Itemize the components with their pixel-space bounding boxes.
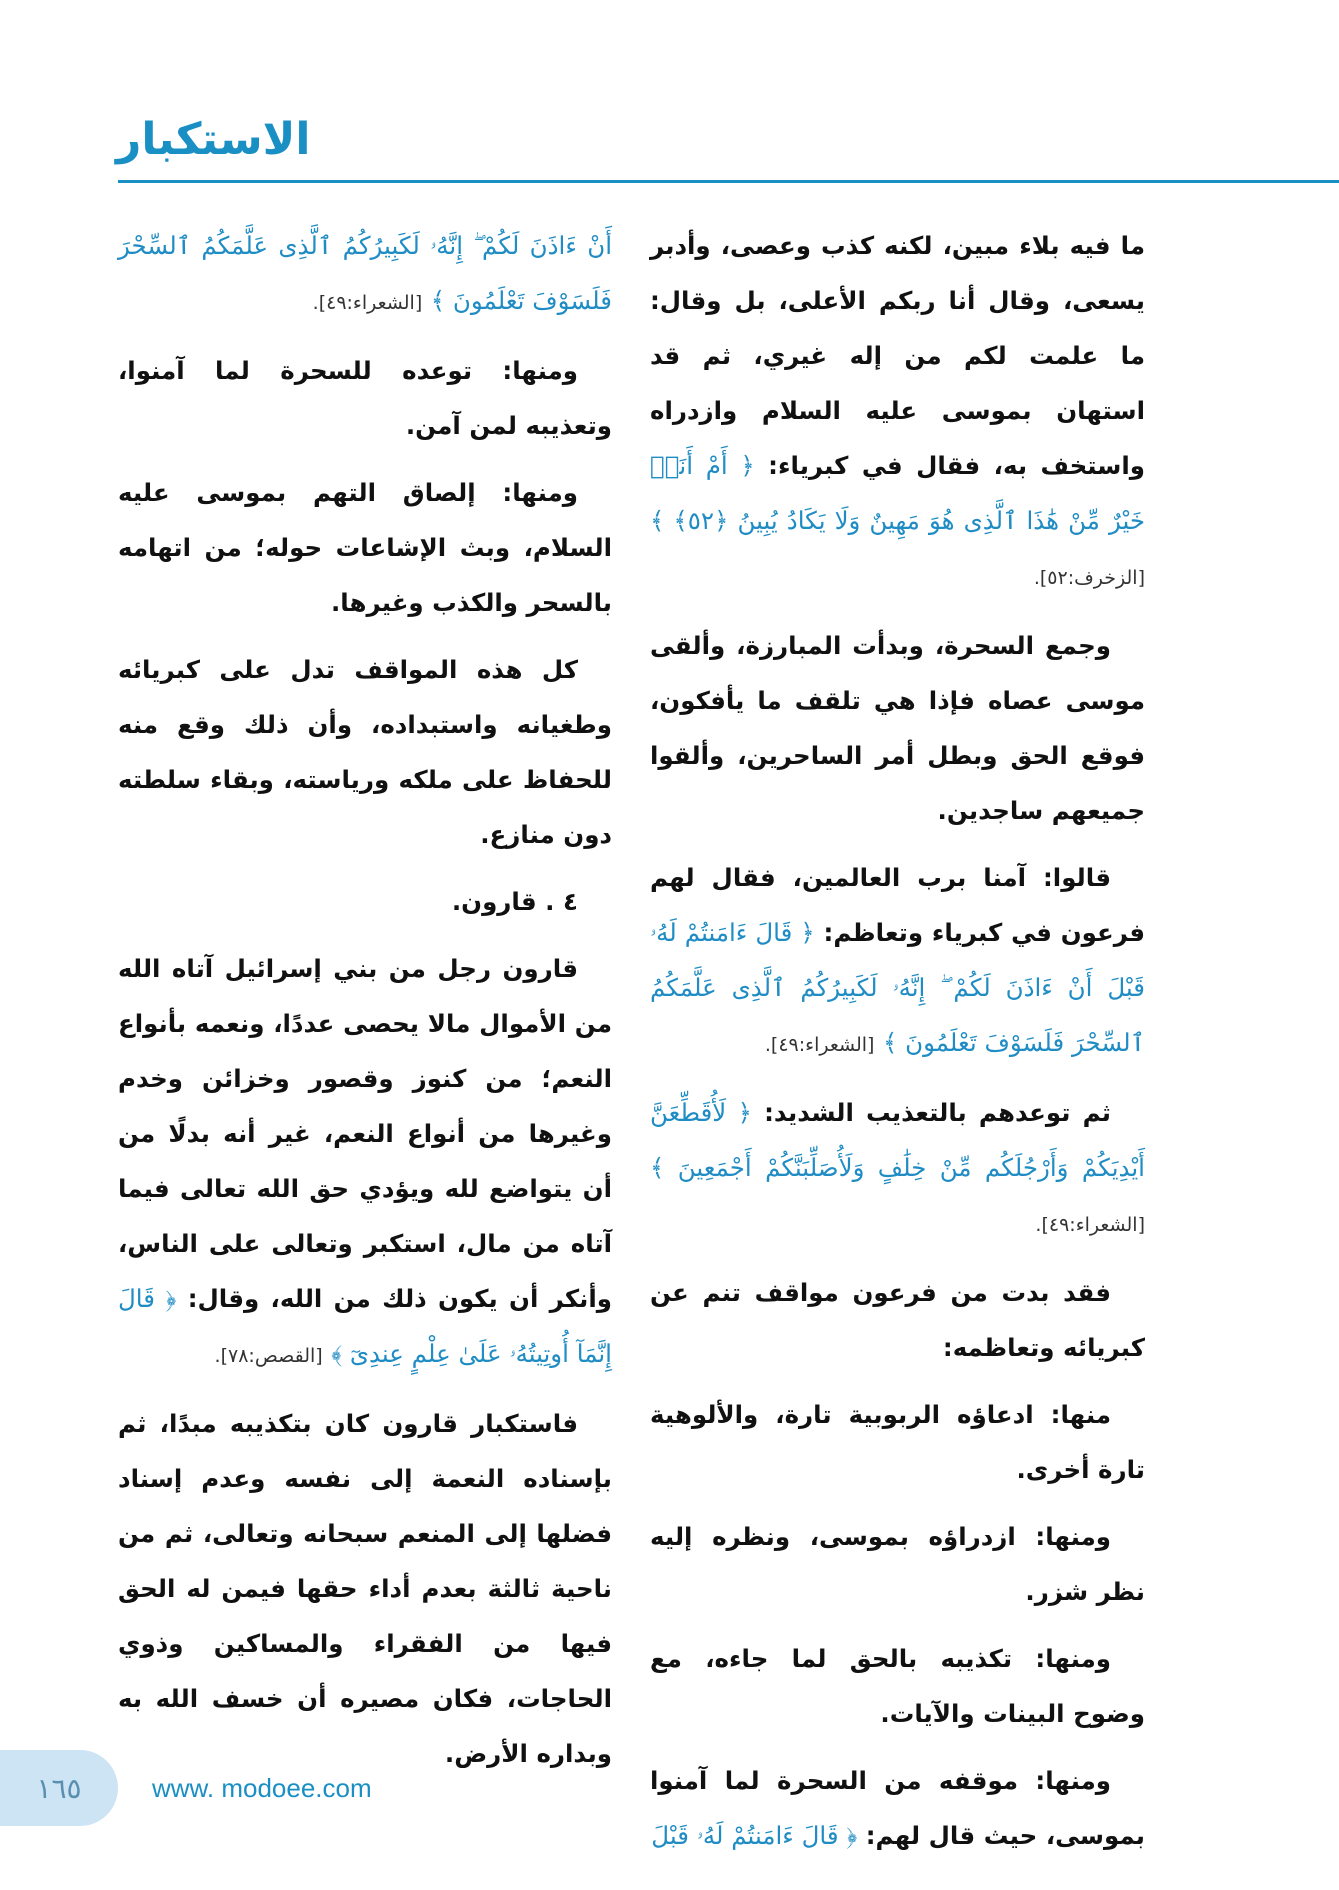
paragraph (118, 941, 612, 1384)
page-number-badge: ١٦٥ (0, 1750, 118, 1826)
verse-reference: [الزخرف:٥٢]. (1033, 567, 1145, 589)
paragraph: ومنها: توعده للسحرة لما آمنوا، وتعذيبه لمن آمن. (118, 356, 612, 440)
paragraph: فاستكبار قارون كان بتكذيبه مبدًا، ثم بإسناده النعمة إلى نفسه وعدم إسناد فضلها إلى المنعم سبحانه وتعالى، ثم من ناحية ثالثة بعدم أداء حقها فيمن له الحق فيها من الفقراء والمساكين وذوي الحاجات، فكان مصيره أن خسف الله به وبداره الأرض. (118, 1409, 612, 1768)
verse-reference: [الشعراء:٤٩]. (764, 1034, 875, 1056)
paragraph-text: ومنها: موقفه من السحرة لما آمنوا بموسى، حيث قال لهم: (650, 1766, 1145, 1850)
paragraph-text: قالوا: آمنا برب العالمين، فقال لهم فرعون في كبرياء وتعاظم: (650, 863, 1145, 947)
paragraph (650, 218, 1145, 606)
right-column (650, 218, 1145, 1875)
verse-reference: [الشعراء:٤٩]. (1035, 1214, 1145, 1236)
paragraph: ومنها: تكذيبه بالحق لما جاءه، مع وضوح البينات والآيات. (650, 1644, 1145, 1728)
paragraph (650, 850, 1145, 1073)
paragraph-text: ما فيه بلاء مبين، لكنه كذب وعصى، وأدبر يسعى، وقال أنا ربكم الأعلى، بل وقال: ما علمت لكم من إله غيري، ثم قد استهان بموسى عليه السلام وازدراه واستخف به، فقال في كبرياء: (650, 231, 1146, 480)
paragraph (650, 1085, 1145, 1253)
paragraph (650, 1753, 1145, 1863)
verse-reference: [الشعراء:٤٩]. (312, 292, 423, 314)
paragraph: كل هذه المواقف تدل على كبريائه وطغيانه واستبداده، وأن ذلك وقع منه للحفاظ على ملكه ورياسته، وبقاء سلطته دون منازع. (118, 655, 612, 849)
paragraph-text: ثم توعدهم بالتعذيب الشديد: (751, 1098, 1111, 1127)
paragraph (118, 218, 612, 331)
quran-verse: ﴿ قَالَ إِنَّمَآ أُوتِيتُهُۥ عَلَىٰ عِلْمٍ عِندِىٓ ﴾ (118, 1284, 612, 1368)
paragraph: منها: ادعاؤه الربوبية تارة، والألوهية تارة أخرى. (650, 1400, 1145, 1484)
left-column (118, 218, 612, 1793)
quran-verse: ﴿ قَالَ ءَامَنتُمْ لَهُۥ قَبْلَ أَنْ ءَاذَنَ لَكُمْ ۖ إِنَّهُۥ لَكَبِيرُكُمُ ٱلَّذِى عَلَّمَكُمُ ٱلسِّحْرَ فَلَسَوْفَ تَعْلَمُونَ ﴾ (650, 918, 1145, 1057)
quran-verse: ﴿ قَالَ ءَامَنتُمْ لَهُۥ قَبْلَ (651, 1821, 858, 1850)
section-heading: ٤ . قارون. (451, 887, 578, 916)
quran-verse: أَنْ ءَاذَنَ لَكُمْ ۖ إِنَّهُۥ لَكَبِيرُكُمُ ٱلَّذِى عَلَّمَكُمُ ٱلسِّحْرَ فَلَسَوْفَ تَعْلَمُونَ ﴾ (118, 231, 612, 315)
paragraph: فقد بدت من فرعون مواقف تنم عن كبريائه وتعاظمه: (650, 1278, 1145, 1362)
verse-reference: [القصص:٧٨]. (214, 1345, 323, 1367)
paragraph: ومنها: إلصاق التهم بموسى عليه السلام، وبث الإشاعات حوله؛ من اتهامه بالسحر والكذب وغيرها. (118, 478, 612, 617)
header-divider (118, 180, 1339, 183)
paragraph: وجمع السحرة، وبدأت المبارزة، وألقى موسى عصاه فإذا هي تلقف ما يأفكون، فوقع الحق وبطل أمر الساحرين، وألقوا جميعهم ساجدين. (650, 631, 1145, 825)
paragraph: ومنها: ازدراؤه بموسى، ونظره إليه نظر شزر. (650, 1522, 1145, 1606)
paragraph-text: قارون رجل من بني إسرائيل آتاه الله من الأموال مالا يحصى عددًا، ونعمه بأنواع النعم؛ من كنوز وقصور وخزائن وخدم وغيرها من أنواع النعم، غير أنه بدلًا من أن يتواضع لله ويؤدي حق الله تعالى فيما آتاه من مال، استكبر وتعالى على الناس، وأنكر أن يكون ذلك من الله، وقال: (118, 954, 612, 1313)
page-title: الاستكبار (116, 114, 311, 165)
footer-url[interactable]: www. modoee.com (152, 1773, 372, 1803)
quran-verse: ﴿ أَمْ أَنَا۠ خَيْرٌ مِّنْ هَٰذَا ٱلَّذِى هُوَ مَهِينٌ وَلَا يَكَادُ يُبِينُ ﴿٥٢﴾ ﴾ (650, 451, 1145, 535)
quran-verse: ﴿ لَأُقَطِّعَنَّ أَيْدِيَكُمْ وَأَرْجُلَكُم مِّنْ خِلَٰفٍ وَلَأُصَلِّبَنَّكُمْ أَجْمَعِينَ ﴾ (650, 1098, 1145, 1182)
